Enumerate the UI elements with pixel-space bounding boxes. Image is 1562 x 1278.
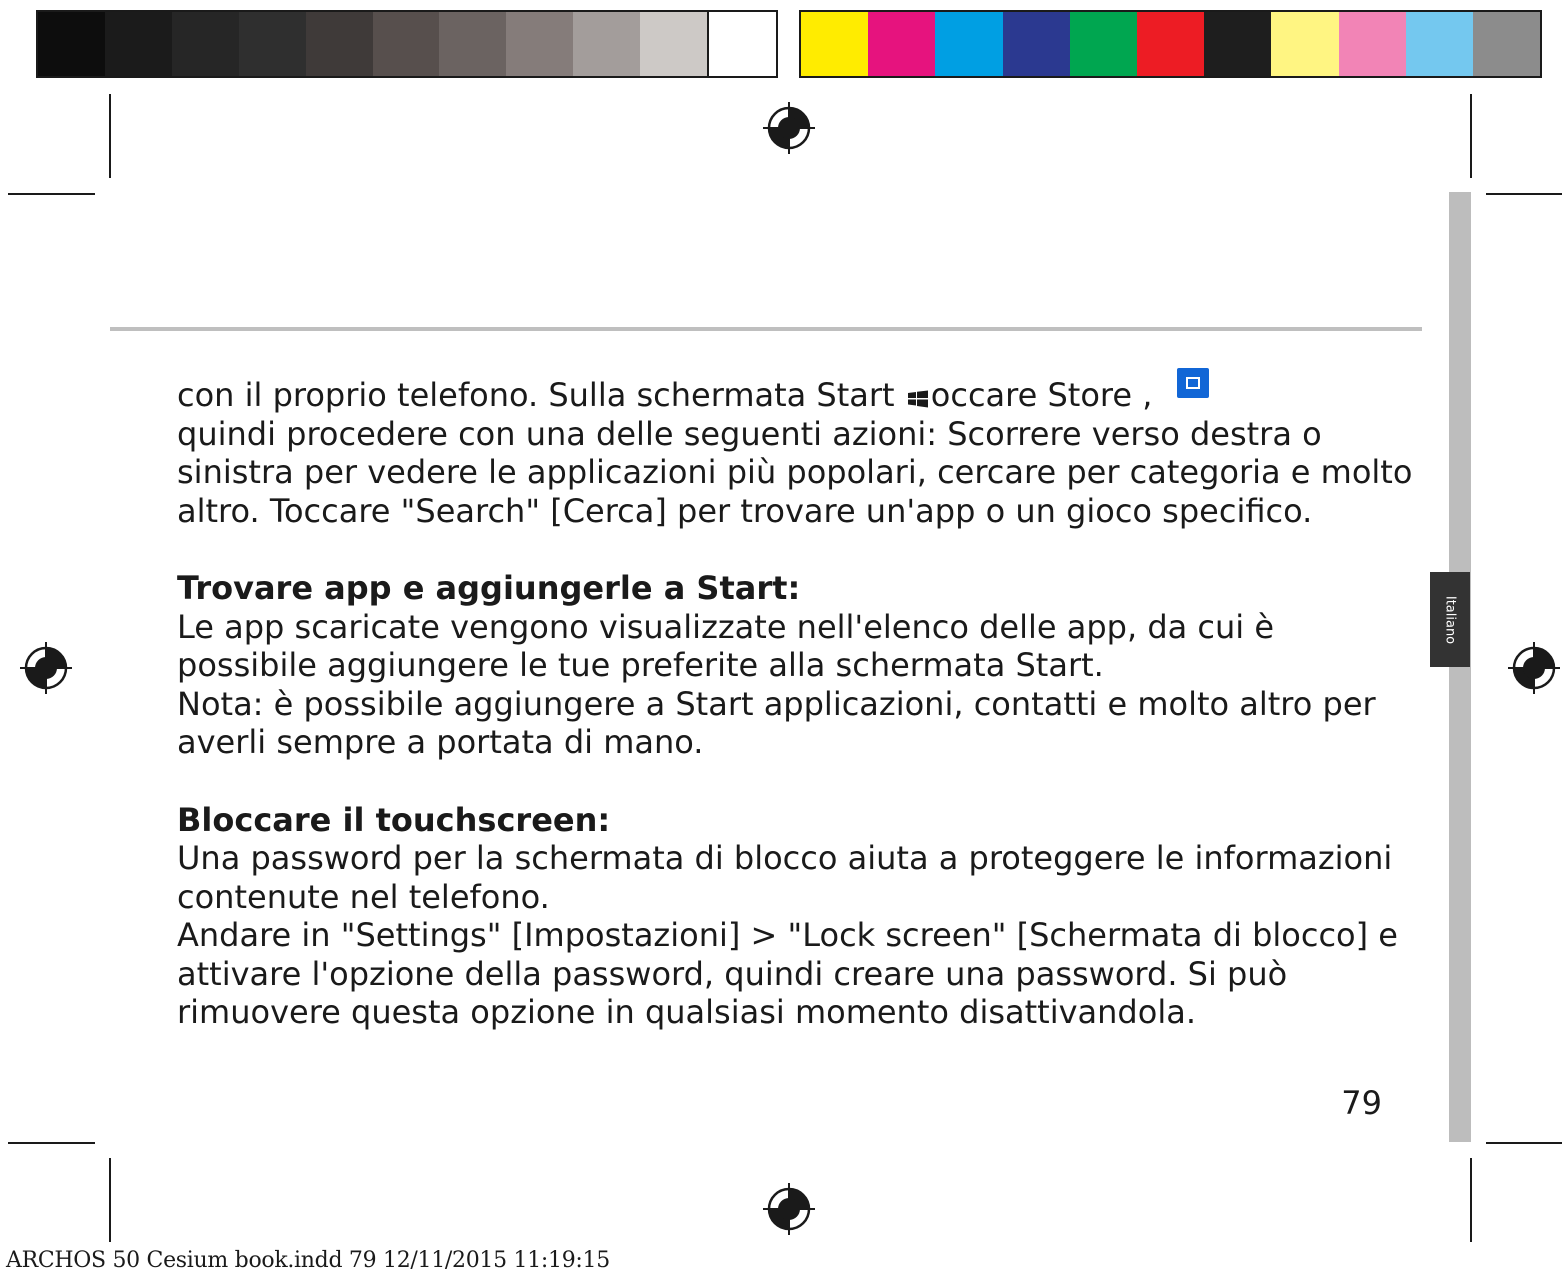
section-paragraph: Le app scaricate vengono visualizzate nell'elenco delle app, da cui è possibile aggiungere le tue preferite alla schermata Start. <box>177 607 1275 684</box>
gray-swatch <box>239 12 306 76</box>
windows-logo-icon <box>907 390 929 408</box>
crop-mark-top-right-vertical <box>1470 94 1472 178</box>
page-edge-strip <box>1449 192 1471 1142</box>
header-rule <box>110 327 1422 331</box>
language-tab-label: Italiano <box>1442 595 1458 644</box>
page-number: 79 <box>1341 1084 1382 1122</box>
section-paragraph: Andare in "Settings" [Impostazioni] > "Lock screen" [Schermata di blocco] e attivare l'opzione della password, quindi creare una password. Si può rimuovere questa opzione in qualsiasi momento disattivandola. <box>177 916 1398 1031</box>
intro-text-store: occare Store , <box>930 376 1153 414</box>
color-swatch <box>1003 12 1070 76</box>
crop-mark-bottom-right-horizontal <box>1486 1142 1562 1144</box>
gray-swatch <box>707 12 776 76</box>
section-paragraph: Una password per la schermata di blocco aiuta a proteggere le informazioni contenute nel telefono. <box>177 839 1393 916</box>
color-calibration-bar <box>799 10 1542 78</box>
crop-mark-top-right-horizontal <box>1486 193 1562 195</box>
color-swatch <box>868 12 935 76</box>
section-heading-lock-screen: Bloccare il touchscreen: <box>177 800 611 839</box>
registration-target-icon <box>761 100 817 156</box>
registration-target-icon <box>761 1181 817 1237</box>
color-swatch <box>1070 12 1137 76</box>
intro-text-rest: quindi procedere con una delle seguenti azioni: Scorrere verso destra o sinistra per vedere le applicazioni più popolari, cercare per categoria e molto altro. Toccare "Search" [Cerca] per trovare un'app o un gioco specifico. <box>177 414 1413 530</box>
gray-swatch <box>373 12 440 76</box>
color-swatch <box>1406 12 1473 76</box>
grayscale-calibration-bar <box>36 10 778 78</box>
crop-mark-bottom-left-vertical <box>109 1158 111 1242</box>
store-icon <box>1177 368 1209 398</box>
gray-swatch <box>172 12 239 76</box>
color-swatch <box>1339 12 1406 76</box>
color-swatch <box>1137 12 1204 76</box>
crop-mark-top-left-horizontal <box>8 193 95 195</box>
crop-mark-bottom-right-vertical <box>1470 1158 1472 1242</box>
gray-swatch <box>573 12 640 76</box>
gray-swatch <box>439 12 506 76</box>
color-swatch <box>1271 12 1338 76</box>
crop-mark-bottom-left-horizontal <box>8 1142 95 1144</box>
crop-mark-top-left-vertical <box>109 94 111 178</box>
gray-swatch <box>640 12 707 76</box>
intro-paragraph <box>177 368 1422 530</box>
gray-swatch <box>506 12 573 76</box>
section-heading-find-apps: Trovare app e aggiungerle a Start: <box>177 569 801 607</box>
gray-swatch <box>38 12 105 76</box>
color-swatch <box>1473 12 1540 76</box>
registration-target-icon <box>1506 640 1562 696</box>
gray-swatch <box>306 12 373 76</box>
color-swatch <box>801 12 868 76</box>
gray-swatch <box>105 12 172 76</box>
page-body <box>177 368 1422 1032</box>
intro-text-start: con il proprio telefono. Sulla schermata Start <box>177 376 895 414</box>
section-paragraph: Nota: è possibile aggiungere a Start applicazioni, contatti e molto altro per averli sempre a portata di mano. <box>177 684 1376 761</box>
color-swatch <box>935 12 1002 76</box>
print-slug: ARCHOS 50 Cesium book.indd 79 12/11/2015 11:19:15 <box>6 1248 610 1273</box>
registration-target-icon <box>18 640 74 696</box>
color-swatch <box>1204 12 1271 76</box>
language-tab <box>1430 572 1470 667</box>
